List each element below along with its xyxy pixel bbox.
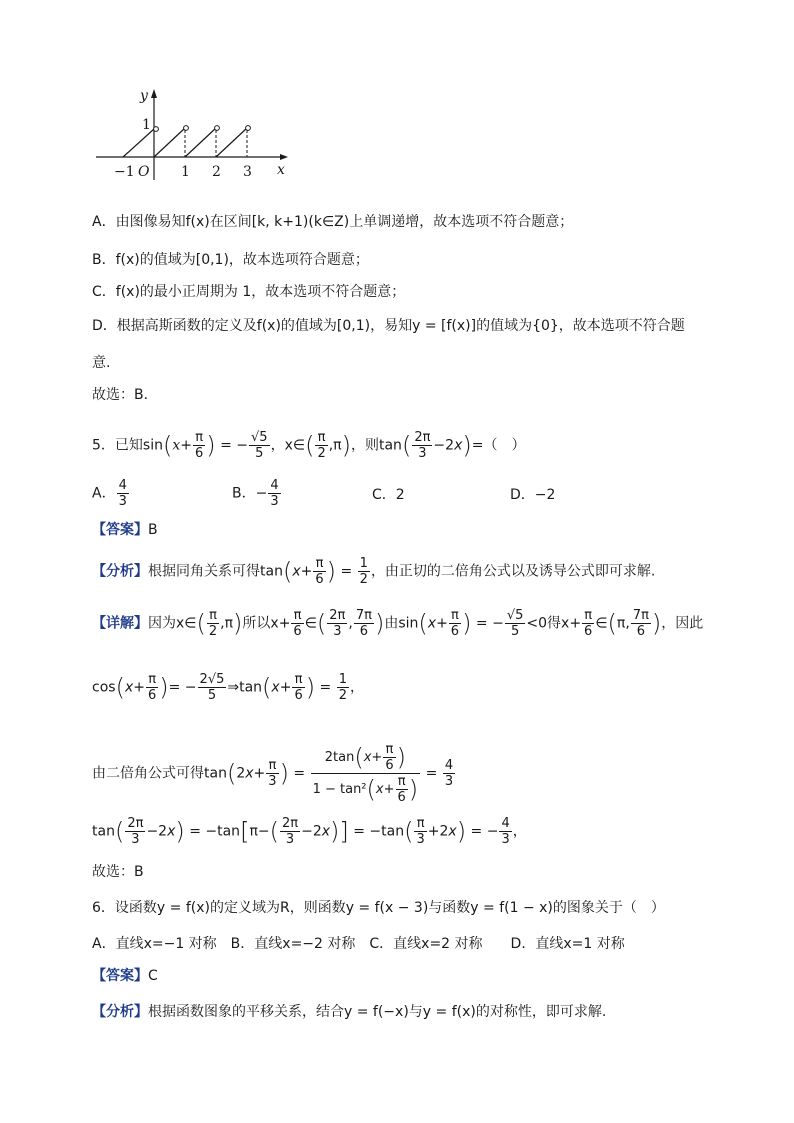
- q6-stem: 6．设函数y = f(x)的定义域为R，则函数y = f(x − 3)与函数y = f(1 − x)的图象关于（ ）: [92, 900, 665, 916]
- q5-cos-line: cos(x+ $\frac{\pi}{6}$ )= − $\frac{2√5}{5}$ ⇒tan(x+ $\frac{\pi}{6}$ ) = $\frac{1}{2}$ ，: [92, 672, 365, 703]
- function-graph: [90, 84, 300, 184]
- option-a-analysis: A．由图像易知f(x)在区间[k, k+1)(k∈Z)上单调递增，故本选项不符合题意；: [92, 214, 574, 230]
- q6-options[interactable]: A．直线x=−1 对称 B．直线x=−2 对称 C．直线x=2 对称 D．直线x=1 对称: [92, 936, 625, 952]
- origin-label: O: [138, 164, 150, 180]
- x-tick-1: 1: [181, 164, 190, 180]
- q6-answer: 【答案】C: [92, 968, 158, 984]
- q5-option-c[interactable]: C．2: [372, 487, 405, 503]
- x-axis-label: x: [277, 162, 285, 178]
- x-tick-3: 3: [243, 164, 252, 180]
- q4-choice: 故选：B．: [92, 387, 158, 403]
- q5-choice: 故选：B: [92, 864, 144, 880]
- y-axis-label: y: [140, 88, 148, 104]
- x-tick-2: 2: [212, 164, 221, 180]
- option-b-analysis: B．f(x)的值域为[0,1)，故本选项符合题意；: [92, 252, 369, 268]
- y-tick-1: 1: [142, 117, 151, 133]
- q6-analysis: 【分析】根据函数图象的平移关系，结合y = f(−x)与y = f(x)的对称性，即可求解.: [92, 1004, 607, 1020]
- option-d-analysis: D．根据高斯函数的定义及f(x)的值域为[0,1)，易知y = [f(x)]的值域为{0}，故本选项不符合题: [92, 318, 685, 334]
- q5-option-d[interactable]: D．−2: [510, 487, 556, 503]
- q5-stem: 5．已知sin(x+ $\frac{\pi}{6}$ ) = − $\frac{√5}{5}$ ，x∈( $\frac{\pi}{2}$ ,π)，则tan( $\frac{2\pi}{3}$ −2x)=（ ）: [92, 430, 526, 461]
- q5-final-line: tan( $\frac{2\pi}{3}$ −2x) = −tan[π−( $\frac{2\pi}{3}$ −2x)] = −tan( $\frac{\pi}{3}$ +2x) = − $\frac{4}{3}$ ，: [92, 816, 527, 847]
- q5-option-b[interactable]: B．− $\frac{4}{3}$: [232, 478, 279, 509]
- x-tick-neg1: −1: [114, 164, 135, 180]
- q5-analysis: 【分析】根据同角关系可得tan(x+ $\frac{\pi}{6}$ ) = $\frac{1}{2}$ ，由正切的二倍角公式以及诱导公式即可求解.: [92, 556, 656, 587]
- option-d-analysis-cont: 意.: [92, 355, 111, 371]
- q5-option-a[interactable]: A． $\frac{4}{3}$: [92, 478, 127, 509]
- q5-detail: 【详解】因为x∈( $\frac{\pi}{2}$ ,π)所以x+ $\frac{\pi}{6}$ ∈( $\frac{2\pi}{3}$ , $\frac{7\pi}{6}$ )由sin(x+ $\frac{\pi}{6}$ ) = − $\frac{√5}{5}$ <0得x+ $\frac{\pi}{6}$ ∈(π, $\frac{7\pi}{6}$ )，因此: [92, 608, 704, 639]
- q5-double-angle: 由二倍角公式可得tan(2x+ $\frac{\pi}{3}$ ) = 2tan(x+ $\frac{\pi}{6}$ ) 1 − tan²(x+ $\frac{\pi}{6}$ ) = $\frac{4}{3}$: [92, 742, 454, 805]
- option-c-analysis: C．f(x)的最小正周期为 1，故本选项不符合题意；: [92, 284, 406, 300]
- q5-answer: 【答案】B: [92, 522, 158, 538]
